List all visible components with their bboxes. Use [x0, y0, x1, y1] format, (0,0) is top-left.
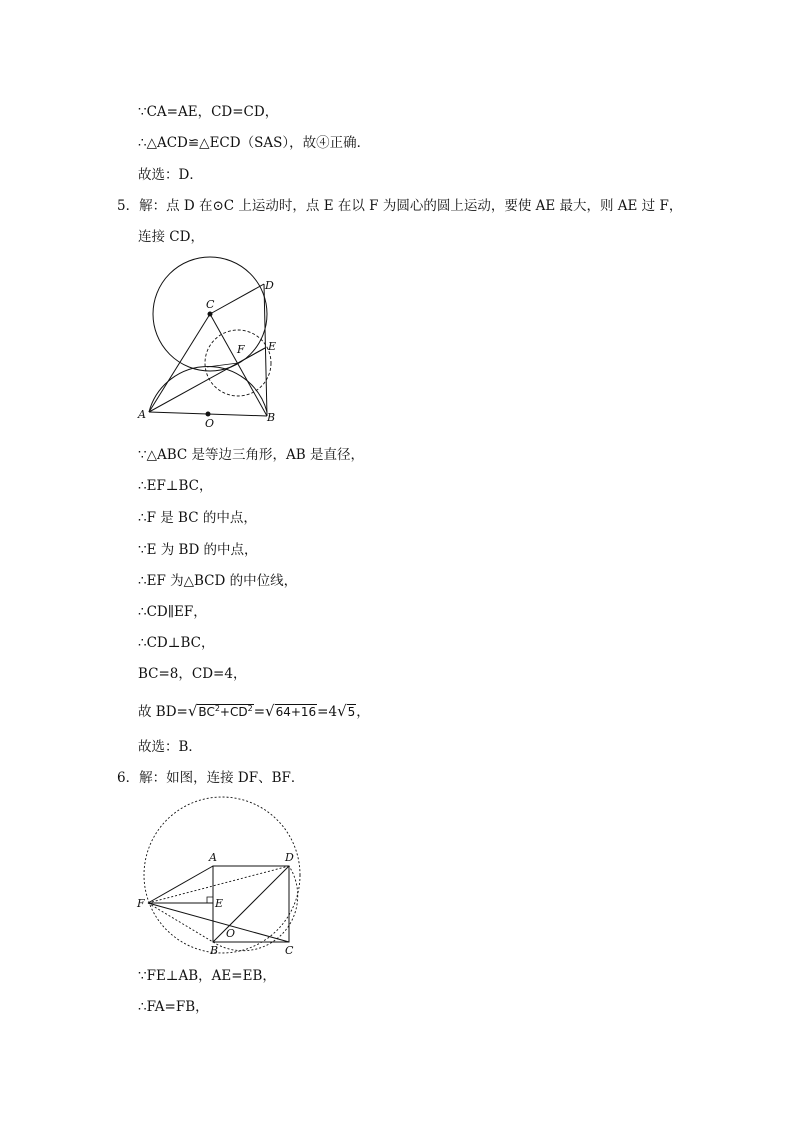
comma: ，: [356, 704, 370, 720]
formula-line: [138, 700, 370, 721]
label-F: F: [137, 897, 145, 910]
text-line: ∴EF⊥BC，: [138, 478, 213, 494]
label-E: E: [268, 340, 277, 353]
text-line: ∴F 是 BC 的中点，: [138, 510, 257, 526]
label-D: D: [265, 279, 274, 292]
text-line: 故选：B．: [138, 739, 202, 755]
equals: =: [253, 704, 266, 720]
equals-four: =4: [317, 704, 338, 720]
radicand-bc: BC: [198, 705, 215, 719]
problem-6-heading: 6．解：如图，连接 DF、BF．: [117, 770, 305, 786]
label-F: F: [237, 343, 245, 356]
label-A: A: [138, 408, 146, 421]
exponent: 2: [247, 704, 253, 713]
text-line: ∴CD∥EF，: [138, 604, 207, 620]
text-line: BC=8，CD=4，: [138, 666, 247, 682]
text-line: ∴FA=FB，: [138, 999, 209, 1015]
label-B: B: [267, 411, 276, 424]
label-A: A: [209, 851, 217, 864]
label-O: O: [205, 417, 215, 430]
sqrt-sign: √: [337, 702, 347, 720]
exponent: 2: [214, 704, 220, 713]
text-line: ∵△ABC 是等边三角形，AB 是直径，: [138, 447, 364, 463]
text-line: 连接 CD，: [138, 229, 204, 245]
text-line: 故选：D．: [138, 167, 203, 183]
text-line: ∴CD⊥BC，: [138, 635, 215, 651]
sqrt-sign: √: [265, 702, 275, 720]
sqrt-sign: √: [187, 702, 198, 720]
text-line: ∵CA=AE，CD=CD，: [138, 104, 279, 120]
radicand-1: [197, 704, 253, 719]
figure-5: [134, 252, 294, 432]
label-O: O: [226, 927, 236, 940]
problem-5-heading: 5．解：点 D 在⊙C 上运动时，点 E 在以 F 为圆心的圆上运动，要使 AE 最大，则 AE 过 F，: [117, 198, 683, 214]
label-D: D: [285, 851, 294, 864]
text-line: ∵FE⊥AB，AE=EB，: [138, 968, 276, 984]
label-C: C: [285, 944, 294, 957]
label-E: E: [215, 897, 224, 910]
label-B: B: [210, 944, 219, 957]
radicand-cd: +CD: [219, 705, 248, 719]
radicand-2: 64+16: [275, 705, 317, 719]
text-line: ∵E 为 BD 的中点，: [138, 542, 258, 558]
formula-prefix: 故 BD=: [138, 704, 188, 720]
text-line: ∴EF 为△BCD 的中位线，: [138, 573, 298, 589]
figure-6: [134, 793, 309, 963]
text-line: ∴△ACD≌△ECD（SAS），故④正确．: [138, 135, 371, 151]
radicand-3: 5: [347, 705, 356, 719]
label-C: C: [206, 298, 215, 311]
